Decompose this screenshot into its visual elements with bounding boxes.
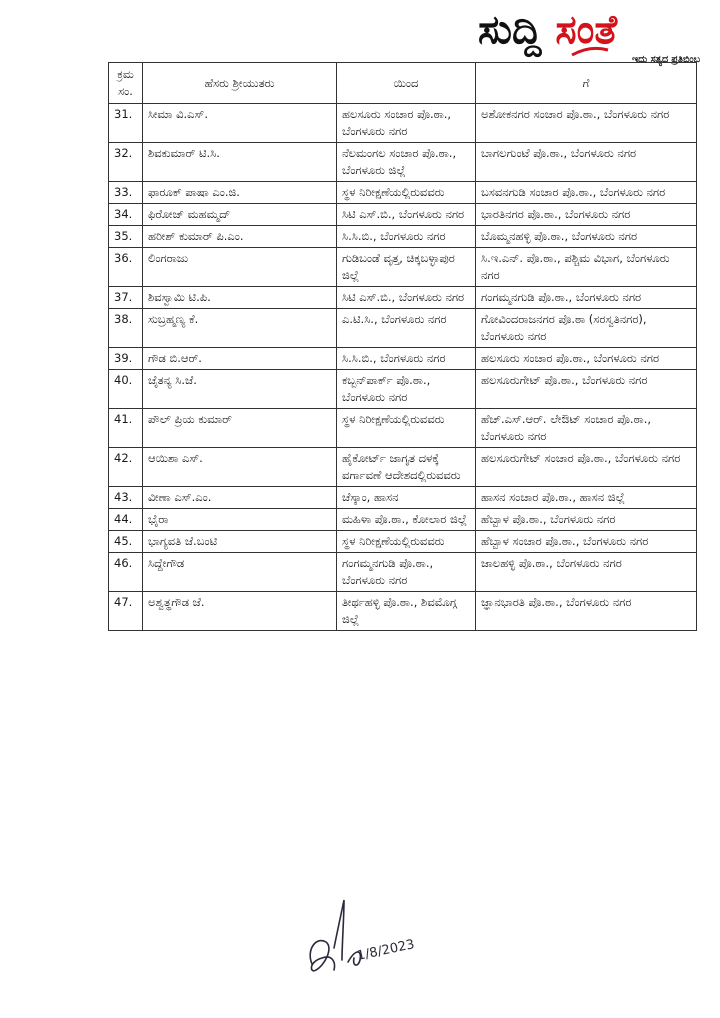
row-from: ಸಿಟಿ ಎಸ್.ಬಿ., ಬೆಂಗಳೂರು ನಗರ — [337, 287, 476, 309]
row-serial: 45. — [109, 531, 143, 553]
row-to: ಹೆಚ್.ಎಸ್.ಆರ್. ಲೇಔಟ್ ಸಂಚಾರ ಪೊ.ಠಾ., ಬೆಂಗಳೂರು ನಗರ — [476, 409, 697, 448]
row-serial: 36. — [109, 248, 143, 287]
row-name: ವೀಣಾ ಎಸ್.ಎಂ. — [143, 487, 337, 509]
row-serial: 34. — [109, 204, 143, 226]
row-to: ಹಾಸನ ಸಂಚಾರ ಪೊ.ಠಾ., ಹಾಸನ ಜಿಲ್ಲೆ — [476, 487, 697, 509]
row-serial: 47. — [109, 592, 143, 631]
handwritten-signature — [298, 888, 428, 988]
row-from: ಸ್ಥಳ ನಿರೀಕ್ಷಣೆಯಲ್ಲಿರುವವರು — [337, 531, 476, 553]
table-row — [109, 287, 697, 309]
header-from: ಯಿಂದ — [337, 63, 476, 104]
row-to: ಗೋವಿಂದರಾಜನಗರ ಪೊ.ಠಾ (ಸರಸ್ವತಿನಗರ), ಬೆಂಗಳೂರು ನಗರ — [476, 309, 697, 348]
row-name: ಲಿಂಗರಾಜು — [143, 248, 337, 287]
row-serial: 42. — [109, 448, 143, 487]
row-name: ಸೀಮಾ ವಿ.ಎಸ್. — [143, 104, 337, 143]
row-name: ಹರೀಶ್ ಕುಮಾರ್ ಪಿ.ಎಂ. — [143, 226, 337, 248]
table-row — [109, 143, 697, 182]
table-row — [109, 348, 697, 370]
row-name: ಅಶ್ವತ್ಥಗೌಡ ಜೆ. — [143, 592, 337, 631]
row-to: ಹಲಸೂರುಗೇಟ್ ಸಂಚಾರ ಪೊ.ಠಾ., ಬೆಂಗಳೂರು ನಗರ — [476, 448, 697, 487]
header-to: ಗೆ — [476, 63, 697, 104]
row-serial: 35. — [109, 226, 143, 248]
logo-word-sante: ಸಂತೆ — [555, 7, 618, 53]
table-row — [109, 309, 697, 348]
row-to: ಹಲಸೂರುಗೇಟ್ ಪೊ.ಠಾ., ಬೆಂಗಳೂರು ನಗರ — [476, 370, 697, 409]
row-to: ಹಲಸೂರು ಸಂಚಾರ ಪೊ.ಠಾ., ಬೆಂಗಳೂರು ನಗರ — [476, 348, 697, 370]
row-serial: 31. — [109, 104, 143, 143]
row-serial: 40. — [109, 370, 143, 409]
row-from: ಎ.ಟಿ.ಸಿ., ಬೆಂಗಳೂರು ನಗರ — [337, 309, 476, 348]
table-row — [109, 592, 697, 631]
row-to: ಜಾಲಹಳ್ಳಿ ಪೊ.ಠಾ., ಬೆಂಗಳೂರು ನಗರ — [476, 553, 697, 592]
row-name: ಚೈತನ್ಯ ಸಿ.ಜೆ. — [143, 370, 337, 409]
row-serial: 46. — [109, 553, 143, 592]
row-name: ಗೌಡ ಬಿ.ಆರ್. — [143, 348, 337, 370]
header-serial: ಕ್ರಮ ಸಂ. — [109, 63, 143, 104]
row-from: ಮಹಿಳಾ ಪೊ.ಠಾ., ಕೋಲಾರ ಜಿಲ್ಲೆ — [337, 509, 476, 531]
row-name: ಫಾರೂಕ್ ಪಾಷಾ ಎಂ.ಜಿ. — [143, 182, 337, 204]
logo-word-suddi: ಸುದ್ದಿ — [478, 7, 542, 53]
table-row — [109, 409, 697, 448]
logo-tagline: ಇದು ಸತ್ಯದ ಪ್ರತಿಬಿಂಬ — [631, 54, 700, 65]
row-name: ಪೌಲ್ ಪ್ರಿಯ ಕುಮಾರ್ — [143, 409, 337, 448]
row-serial: 39. — [109, 348, 143, 370]
table-row — [109, 226, 697, 248]
row-serial: 38. — [109, 309, 143, 348]
row-name: ಫಿರೋಜ್ ಮಹಮ್ಮದ್ — [143, 204, 337, 226]
row-to: ಹೆಬ್ಬಾಳ ಸಂಚಾರ ಪೊ.ಠಾ., ಬೆಂಗಳೂರು ನಗರ — [476, 531, 697, 553]
transfer-table — [108, 62, 697, 631]
row-serial: 37. — [109, 287, 143, 309]
row-name: ಸಿದ್ದೇಗೌಡ — [143, 553, 337, 592]
row-from: ಗಂಗಮ್ಮನಗುಡಿ ಪೊ.ಠಾ., ಬೆಂಗಳೂರು ನಗರ — [337, 553, 476, 592]
row-to: ಬೊಮ್ಮನಹಳ್ಳಿ ಪೊ.ಠಾ., ಬೆಂಗಳೂರು ನಗರ — [476, 226, 697, 248]
row-from: ಸಿ.ಸಿ.ಬಿ., ಬೆಂಗಳೂರು ನಗರ — [337, 348, 476, 370]
table-row — [109, 104, 697, 143]
table-header-row — [109, 63, 697, 104]
row-to: ಭಾರತಿನಗರ ಪೊ.ಠಾ., ಬೆಂಗಳೂರು ನಗರ — [476, 204, 697, 226]
row-from: ಹೈಕೋರ್ಟ್ ಜಾಗೃತ ದಳಕ್ಕೆ ವರ್ಗಾವಣೆ ಆದೇಶದಲ್ಲಿರುವವರು — [337, 448, 476, 487]
table-row — [109, 370, 697, 409]
row-serial: 32. — [109, 143, 143, 182]
row-name: ಆಯಿಶಾ ಎಸ್. — [143, 448, 337, 487]
row-from: ನೆಲಮಂಗಲ ಸಂಚಾರ ಪೊ.ಠಾ., ಬೆಂಗಳೂರು ಜಿಲ್ಲೆ — [337, 143, 476, 182]
row-from: ತೀರ್ಥಹಳ್ಳಿ ಪೊ.ಠಾ., ಶಿವಮೊಗ್ಗ ಜಿಲ್ಲೆ — [337, 592, 476, 631]
row-from: ಸ್ಥಳ ನಿರೀಕ್ಷಣೆಯಲ್ಲಿರುವವರು — [337, 409, 476, 448]
row-from: ಸಿಟಿ ಎಸ್.ಬಿ., ಬೆಂಗಳೂರು ನಗರ — [337, 204, 476, 226]
table-row — [109, 448, 697, 487]
row-to: ಹೆಬ್ಬಾಳ ಪೊ.ಠಾ., ಬೆಂಗಳೂರು ನಗರ — [476, 509, 697, 531]
signature-date: 1/8/2023 — [355, 937, 416, 964]
row-to: ಸಿ.ಇ.ಎನ್. ಪೊ.ಠಾ., ಪಶ್ಚಿಮ ವಿಭಾಗ, ಬೆಂಗಳೂರು ನಗರ — [476, 248, 697, 287]
row-serial: 41. — [109, 409, 143, 448]
row-name: ಶಿವಸ್ವಾಮಿ ಟಿ.ಪಿ. — [143, 287, 337, 309]
table-row — [109, 509, 697, 531]
table-row — [109, 531, 697, 553]
table-row — [109, 248, 697, 287]
table-row — [109, 182, 697, 204]
logo-swoosh-icon — [570, 44, 610, 58]
row-serial: 43. — [109, 487, 143, 509]
header-name: ಹೆಸರು ಶ್ರೀಯುತರು — [143, 63, 337, 104]
row-name: ಭಾಗ್ಯವತಿ ಜೆ.ಬಂಟಿ — [143, 531, 337, 553]
row-from: ಚೆಸ್ಕಾಂ, ಹಾಸನ — [337, 487, 476, 509]
row-to: ಗಂಗಮ್ಮನಗುಡಿ ಪೊ.ಠಾ., ಬೆಂಗಳೂರು ನಗರ — [476, 287, 697, 309]
row-name: ಶಿವಕುಮಾರ್ ಟಿ.ಸಿ. — [143, 143, 337, 182]
row-from: ಗುಡಿಬಂಡೆ ವೃತ್ತ, ಚಿಕ್ಕಬಳ್ಳಾಪುರ ಜಿಲ್ಲೆ — [337, 248, 476, 287]
row-from: ಸ್ಥಳ ನಿರೀಕ್ಷಣೆಯಲ್ಲಿರುವವರು — [337, 182, 476, 204]
row-from: ಕಬ್ಬನ್‌ಪಾರ್ಕ್ ಪೊ.ಠಾ., ಬೆಂಗಳೂರು ನಗರ — [337, 370, 476, 409]
table-row — [109, 553, 697, 592]
row-from: ಹಲಸೂರು ಸಂಚಾರ ಪೊ.ಠಾ., ಬೆಂಗಳೂರು ನಗರ — [337, 104, 476, 143]
row-to: ಬಸವನಗುಡಿ ಸಂಚಾರ ಪೊ.ಠಾ., ಬೆಂಗಳೂರು ನಗರ — [476, 182, 697, 204]
row-to: ಜ್ಞಾನಭಾರತಿ ಪೊ.ಠಾ., ಬೆಂಗಳೂರು ನಗರ — [476, 592, 697, 631]
row-serial: 33. — [109, 182, 143, 204]
row-from: ಸಿ.ಸಿ.ಬಿ., ಬೆಂಗಳೂರು ನಗರ — [337, 226, 476, 248]
table-row — [109, 487, 697, 509]
table-body — [109, 104, 697, 631]
row-to: ಬಾಗಲಗುಂಟೆ ಪೊ.ಠಾ., ಬೆಂಗಳೂರು ನಗರ — [476, 143, 697, 182]
row-name: ಭೈರಾ — [143, 509, 337, 531]
table-row — [109, 204, 697, 226]
row-to: ಅಶೋಕನಗರ ಸಂಚಾರ ಪೊ.ಠಾ., ಬೆಂಗಳೂರು ನಗರ — [476, 104, 697, 143]
row-name: ಸುಬ್ರಹ್ಮಣ್ಯ ಕೆ. — [143, 309, 337, 348]
row-serial: 44. — [109, 509, 143, 531]
